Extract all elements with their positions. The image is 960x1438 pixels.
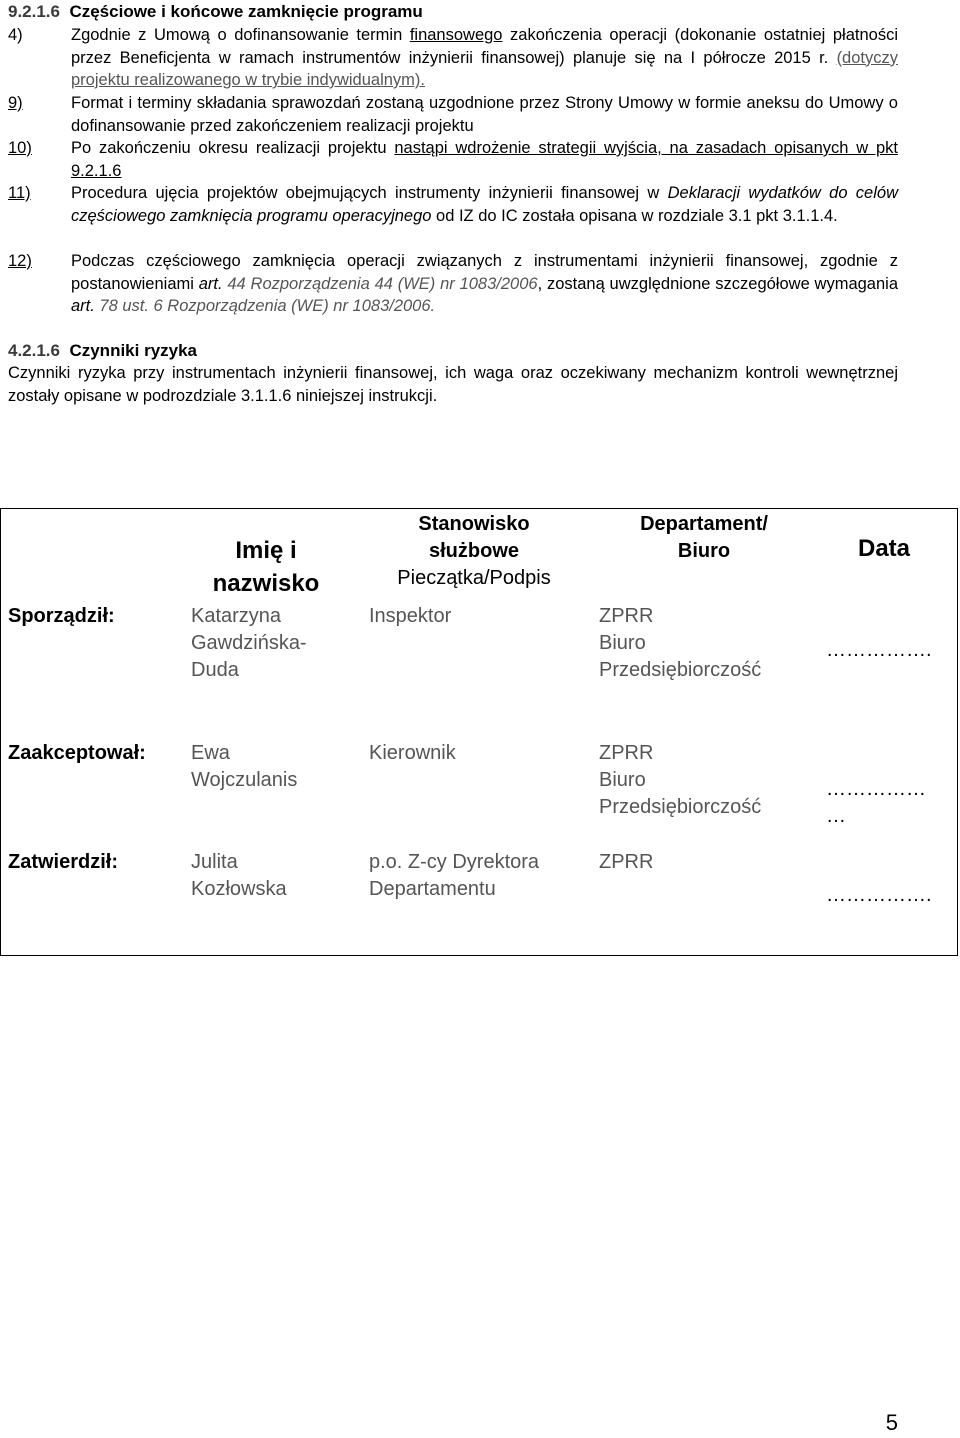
- list-text-segment: 44 Rozporządzenia 44 (WE) nr 1083/2006: [222, 274, 538, 293]
- list-text-segment: Procedura ujęcia projektów obejmujących instrumenty inżynierii finansowej w: [71, 184, 668, 202]
- header-position-line: służbowe: [428, 540, 519, 562]
- row-label-accepted: Zaakceptował:: [8, 742, 146, 764]
- approved-department: ZPRR: [599, 851, 654, 873]
- header-position-line: Stanowisko: [418, 513, 530, 535]
- list-item-11: [8, 182, 898, 227]
- row-label-prepared: Sporządził:: [8, 605, 115, 627]
- list-text-segment: nastąpi wdrożenie strategii wyjścia, na zasadach opisanych w pkt 9.2.1.6: [71, 139, 898, 180]
- accepted-position: Kierownik: [369, 742, 456, 764]
- dept-line: ZPRR: [599, 742, 654, 764]
- list-item-4: [8, 24, 898, 92]
- header-stamp-signature: Pieczątka/Podpis: [397, 567, 551, 589]
- name-line: Duda: [191, 659, 239, 681]
- date-line: ……………: [826, 778, 926, 800]
- list-text-segment: zakończenia operacji (dokonanie ostatniej płatności przez Beneficjenta w ramach instrumentów inżynierii finansowej) planuje się na I półrocze 2015 r.: [71, 26, 898, 67]
- section-title: Częściowe i końcowe zamknięcie programu: [69, 2, 423, 21]
- name-line: Kozłowska: [191, 878, 287, 900]
- list-text-segment: Deklaracji wydatków do celów częściowego zamknięcia programu operacyjnego: [71, 184, 898, 225]
- list-text-segment: art.: [198, 274, 223, 293]
- name-line: Wojczulanis: [191, 769, 298, 791]
- section-title: Czynniki ryzyka: [69, 341, 198, 360]
- list-text: [71, 250, 898, 318]
- accepted-name: [191, 740, 361, 794]
- list-text-segment: 78 ust. 6 Rozporządzenia (WE) nr 1083/2006.: [94, 297, 436, 315]
- dept-line: Przedsiębiorczość: [599, 796, 762, 818]
- approved-name: [191, 849, 361, 903]
- section-number: 9.2.1.6: [8, 2, 60, 21]
- risk-paragraph: Czynniki ryzyka przy instrumentach inżynierii finansowej, ich waga oraz oczekiwany mechanizm kontroli wewnętrznej zostały opisane w podrozdziale 3.1.1.6 niniejszej instrukcji.: [8, 364, 898, 405]
- section-number: 4.2.1.6: [8, 341, 60, 360]
- header-dept-line: Biuro: [677, 540, 731, 562]
- list-text-segment: Zgodnie z Umową o dofinansowanie termin: [71, 26, 410, 44]
- list-number: 12): [8, 252, 32, 270]
- list-text-segment: Format i terminy składania sprawozdań zostaną uzgodnione przez Strony Umowy w formie aneksu do Umowy o dofinansowanie przed zakończeniem realizacji projektu: [71, 94, 898, 135]
- dept-line: Przedsiębiorczość: [599, 659, 762, 681]
- accepted-department: [599, 740, 814, 821]
- list-item-9: [8, 92, 898, 137]
- header-department: [599, 511, 809, 565]
- list-text-segment: od IZ do IC została opisana w rozdziale 3.1 pkt 3.1.1.4.: [431, 206, 838, 225]
- list-text-segment: , zostaną uwzględnione szczegółowe wymagania: [537, 274, 899, 293]
- list-text-segment: (dotyczy projektu realizowanego w trybie indywidualnym).: [71, 48, 898, 89]
- list-item-12: [8, 250, 898, 318]
- list-text: [71, 24, 898, 92]
- list-text-segment: finansowego: [409, 26, 503, 44]
- dept-line: Biuro: [599, 632, 646, 654]
- date-line: …: [826, 805, 846, 827]
- list-item-10: [8, 137, 898, 182]
- list-text-segment: art.: [71, 297, 95, 315]
- section-heading-closure: [8, 1, 423, 23]
- header-name-line: nazwisko: [212, 570, 320, 597]
- prepared-name: [191, 603, 361, 684]
- list-number: 4): [8, 26, 23, 44]
- list-text-segment: Podczas częściowego zamknięcia operacji związanych z instrumentami inżynierii finansowej, zgodnie z postanowieniami: [71, 252, 898, 293]
- list-text-segment: Po zakończeniu okresu realizacji projektu: [71, 139, 395, 157]
- list-text: [71, 137, 898, 182]
- list-number: 10): [8, 139, 32, 157]
- approved-date-placeholder: …………….: [826, 884, 932, 906]
- list-text: [71, 92, 898, 137]
- page-number: 5: [885, 1410, 898, 1435]
- name-line: Gawdzińska-: [191, 632, 307, 654]
- list-number: 9): [8, 94, 23, 112]
- row-label-approved: Zatwierdził:: [8, 851, 119, 873]
- dept-line: ZPRR: [599, 605, 654, 627]
- name-line: Katarzyna: [191, 605, 282, 627]
- header-name: [191, 534, 341, 600]
- dept-line: Biuro: [599, 769, 646, 791]
- prepared-department: [599, 603, 814, 684]
- header-date: Data: [857, 535, 911, 562]
- name-line: Julita: [191, 851, 238, 873]
- accepted-date-placeholder: [826, 776, 926, 830]
- list-text: [71, 182, 898, 227]
- signature-table: [0, 508, 958, 956]
- approved-position: [369, 849, 594, 903]
- header-dept-line: Departament/: [640, 513, 768, 535]
- position-line: p.o. Z-cy Dyrektora: [369, 851, 540, 873]
- name-line: Ewa: [191, 742, 230, 764]
- prepared-position: Inspektor: [369, 605, 452, 627]
- header-position: [369, 511, 579, 592]
- list-number: 11): [8, 184, 31, 202]
- position-line: Departamentu: [369, 878, 496, 900]
- section-heading-risk: [8, 340, 197, 362]
- prepared-date-placeholder: …………….: [826, 639, 932, 661]
- header-name-line: Imię i: [235, 537, 297, 564]
